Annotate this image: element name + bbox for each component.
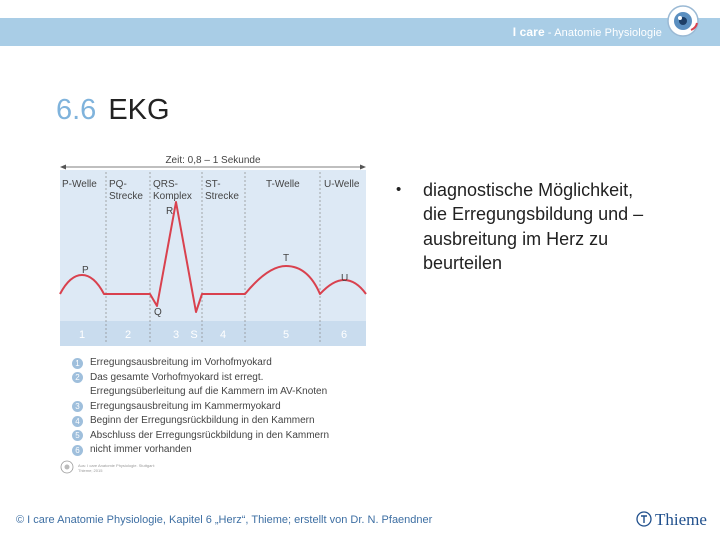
- legend-text: Erregungsausbreitung im Kammermyokard: [90, 400, 281, 412]
- bullet-text: diagnostische Möglichkeit, die Erregungsbildung und –ausbreitung im Herz zu beurteilen: [423, 180, 644, 274]
- step-5: 5: [282, 329, 290, 341]
- legend-row: [72, 443, 362, 458]
- wave-label-r: R: [166, 206, 174, 217]
- thieme-logo: [636, 510, 707, 530]
- legend-text: Das gesamte Vorhofmyokard ist erregt.: [90, 371, 264, 383]
- legend-number-badge: 2: [72, 372, 83, 383]
- legend-text: nicht immer vorhanden: [90, 444, 192, 455]
- legend-row: [72, 400, 362, 415]
- image-credit: [60, 460, 170, 480]
- legend-row: [72, 371, 362, 386]
- wave-label-t: T: [283, 253, 290, 264]
- zeit-label: Zeit: 0,8 – 1 Sekunde: [165, 155, 261, 166]
- thieme-logo-text: Thieme: [655, 510, 707, 529]
- thieme-seal-icon: [60, 460, 74, 474]
- legend-number-badge: 3: [72, 401, 83, 412]
- step-6: 6: [340, 329, 348, 341]
- brand-bold: I care: [512, 25, 545, 39]
- wave-label-u: U: [341, 273, 349, 284]
- brand-title: [513, 25, 662, 39]
- phase-label-u: U-Welle: [324, 179, 360, 190]
- footer-copyright: © I care Anatomie Physiologie, Kapitel 6 „Herz“, Thieme; erstellt von Dr. N. Pfaendner: [16, 514, 433, 526]
- step-s: S: [190, 329, 198, 341]
- legend-number-badge: 1: [72, 358, 83, 369]
- wave-label-q: Q: [154, 307, 162, 318]
- step-2: 2: [124, 329, 132, 341]
- time-arrow-right: [360, 165, 366, 170]
- legend-text: Beginn der Erregungsrückbildung in den Kammern: [90, 415, 315, 426]
- ekg-diagram: [58, 148, 370, 358]
- section-number: 6.6: [56, 94, 97, 126]
- bullet-dot-icon: •: [396, 181, 402, 198]
- legend-number-badge: 6: [72, 445, 83, 456]
- page-title: [56, 94, 170, 127]
- step-3: 3: [172, 329, 180, 341]
- thieme-emblem-icon: [636, 511, 652, 527]
- phase-label-st-1: ST-: [205, 179, 221, 190]
- legend-row: [72, 414, 362, 429]
- legend-row: [72, 356, 362, 371]
- ekg-figure: [58, 148, 370, 478]
- legend: [72, 356, 362, 458]
- phase-label-t: T-Welle: [266, 179, 300, 190]
- phase-label-pq-2: Strecke: [109, 191, 143, 202]
- legend-number-badge: 4: [72, 416, 83, 427]
- bullet-item: [396, 178, 646, 276]
- step-4: 4: [219, 329, 227, 341]
- wave-label-p: P: [82, 265, 89, 276]
- legend-text: Erregungsausbreitung im Vorhofmyokard: [90, 357, 272, 368]
- eye-logo-icon: [666, 4, 700, 38]
- phase-label-p: P-Welle: [62, 179, 97, 190]
- phase-label-qrs-2: Komplex: [153, 191, 192, 202]
- header-bar: [0, 18, 720, 46]
- time-arrow-left: [60, 165, 66, 170]
- step-1: 1: [78, 329, 86, 341]
- brand-rest: - Anatomie Physiologie: [544, 27, 662, 39]
- legend-text: Abschluss der Erregungsrückbildung in den Kammern: [90, 429, 330, 441]
- credit-text: Aus: I care Anatomie Physiologie. Stuttgart: Thieme; 2015: [78, 463, 155, 473]
- phase-label-qrs-1: QRS-: [153, 179, 178, 190]
- legend-number-badge: 5: [72, 430, 83, 441]
- section-title: EKG: [108, 94, 170, 126]
- phase-label-st-2: Strecke: [205, 191, 239, 202]
- legend-text: Erregungsüberleitung auf die Kammern im AV-Knoten: [90, 386, 328, 397]
- legend-row: [72, 429, 362, 444]
- legend-row: [72, 385, 362, 400]
- phase-label-pq-1: PQ-: [109, 179, 127, 190]
